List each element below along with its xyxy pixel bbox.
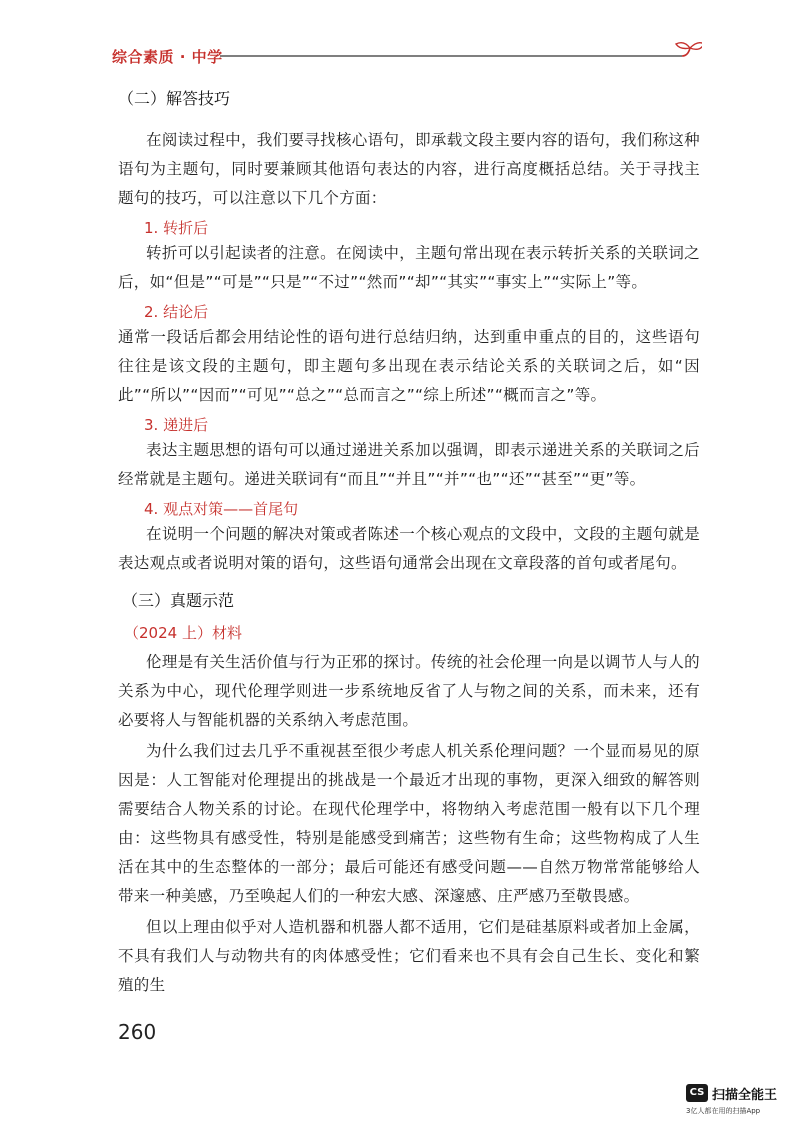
page-number: 260 xyxy=(118,1020,157,1044)
tip-3-body: 表达主题思想的语句可以通过递进关系加以强调，即表示递进关系的关联词之后经常就是主题句。递进关联词有“而且”“并且”“并”“也”“还”“甚至”“更”等。 xyxy=(118,441,700,488)
sprout-leaf-left-icon xyxy=(676,43,690,49)
tip-3-title: 3. 递进后 xyxy=(144,416,209,434)
tip-1-body: 转折可以引起读者的注意。在阅读中，主题句常出现在表示转折关系的关联词之后，如“但是”“可是”“只是”“不过”“然而”“却”“其实”“事实上”“实际上”等。 xyxy=(118,244,700,291)
material-paragraph-3: 但以上理由似乎对人造机器和机器人都不适用，它们是硅基原料或者加上金属，不具有我们人与动物共有的肉体感受性；它们看来也不具有会自己生长、变化和繁殖的生 xyxy=(118,918,700,994)
scanner-watermark xyxy=(686,1084,796,1124)
section-title-techniques: （二）解答技巧 xyxy=(118,89,231,108)
section-title-examples: （三）真题示范 xyxy=(122,591,235,610)
brand-name: 扫描全能王 xyxy=(712,1088,778,1103)
tip-2-body: 通常一段话后都会用结论性的语句进行总结归纳，达到重申重点的目的，这些语句往往是该文段的主题句，即主题句多出现在表示结论关系的关联词之后，如“因此”“所以”“因而”“可见”“总之”“总而言之”“综上所述”“概而言之”等。 xyxy=(118,328,700,404)
page-content xyxy=(118,86,700,1000)
tip-2-title: 2. 结论后 xyxy=(144,303,209,321)
tip-4-title: 4. 观点对策——首尾句 xyxy=(144,500,299,518)
sprout-leaf-right-icon xyxy=(690,43,702,50)
sprout-stem-icon xyxy=(682,48,690,56)
material-label: （2024 上）材料 xyxy=(124,624,242,642)
header-title: 综合素质 · 中学 xyxy=(112,48,223,66)
camscanner-logo-icon: CS xyxy=(686,1084,708,1102)
brand-tagline: 3亿人都在用的扫描App xyxy=(686,1107,761,1115)
material-paragraph-1: 伦理是有关生活价值与行为正邪的探讨。传统的社会伦理一向是以调节人与人的关系为中心，现代伦理学则进一步系统地反省了人与物之间的关系，而未来，还有必要将人与智能机器的关系纳入考虑范围。 xyxy=(118,653,700,729)
techniques-intro: 在阅读过程中，我们要寻找核心语句，即承载文段主要内容的语句，我们称这种语句为主题句，同时要兼顾其他语句表达的内容，进行高度概括总结。关于寻找主题句的技巧，可以注意以下几个方面： xyxy=(118,131,700,207)
page-header xyxy=(112,40,702,76)
material-paragraph-2: 为什么我们过去几乎不重视甚至很少考虑人机关系伦理问题？一个显而易见的原因是：人工智能对伦理提出的挑战是一个最近才出现的事物，更深入细致的解答则需要结合人物关系的讨论。在现代伦理学中，将物纳入考虑范围一般有以下几个理由：这些物具有感受性，特别是能感受到痛苦；这些物有生命；这些物构成了人生活在其中的生态整体的一部分；最后可能还有感受问题——自然万物常常能够给人带来一种美感，乃至唤起人们的一种宏大感、深邃感、庄严感乃至敬畏感。 xyxy=(118,742,700,905)
tip-4-body: 在说明一个问题的解决对策或者陈述一个核心观点的文段中，文段的主题句就是表达观点或者说明对策的语句，这些语句通常会出现在文章段落的首句或者尾句。 xyxy=(118,525,700,572)
tip-1-title: 1. 转折后 xyxy=(144,219,209,237)
